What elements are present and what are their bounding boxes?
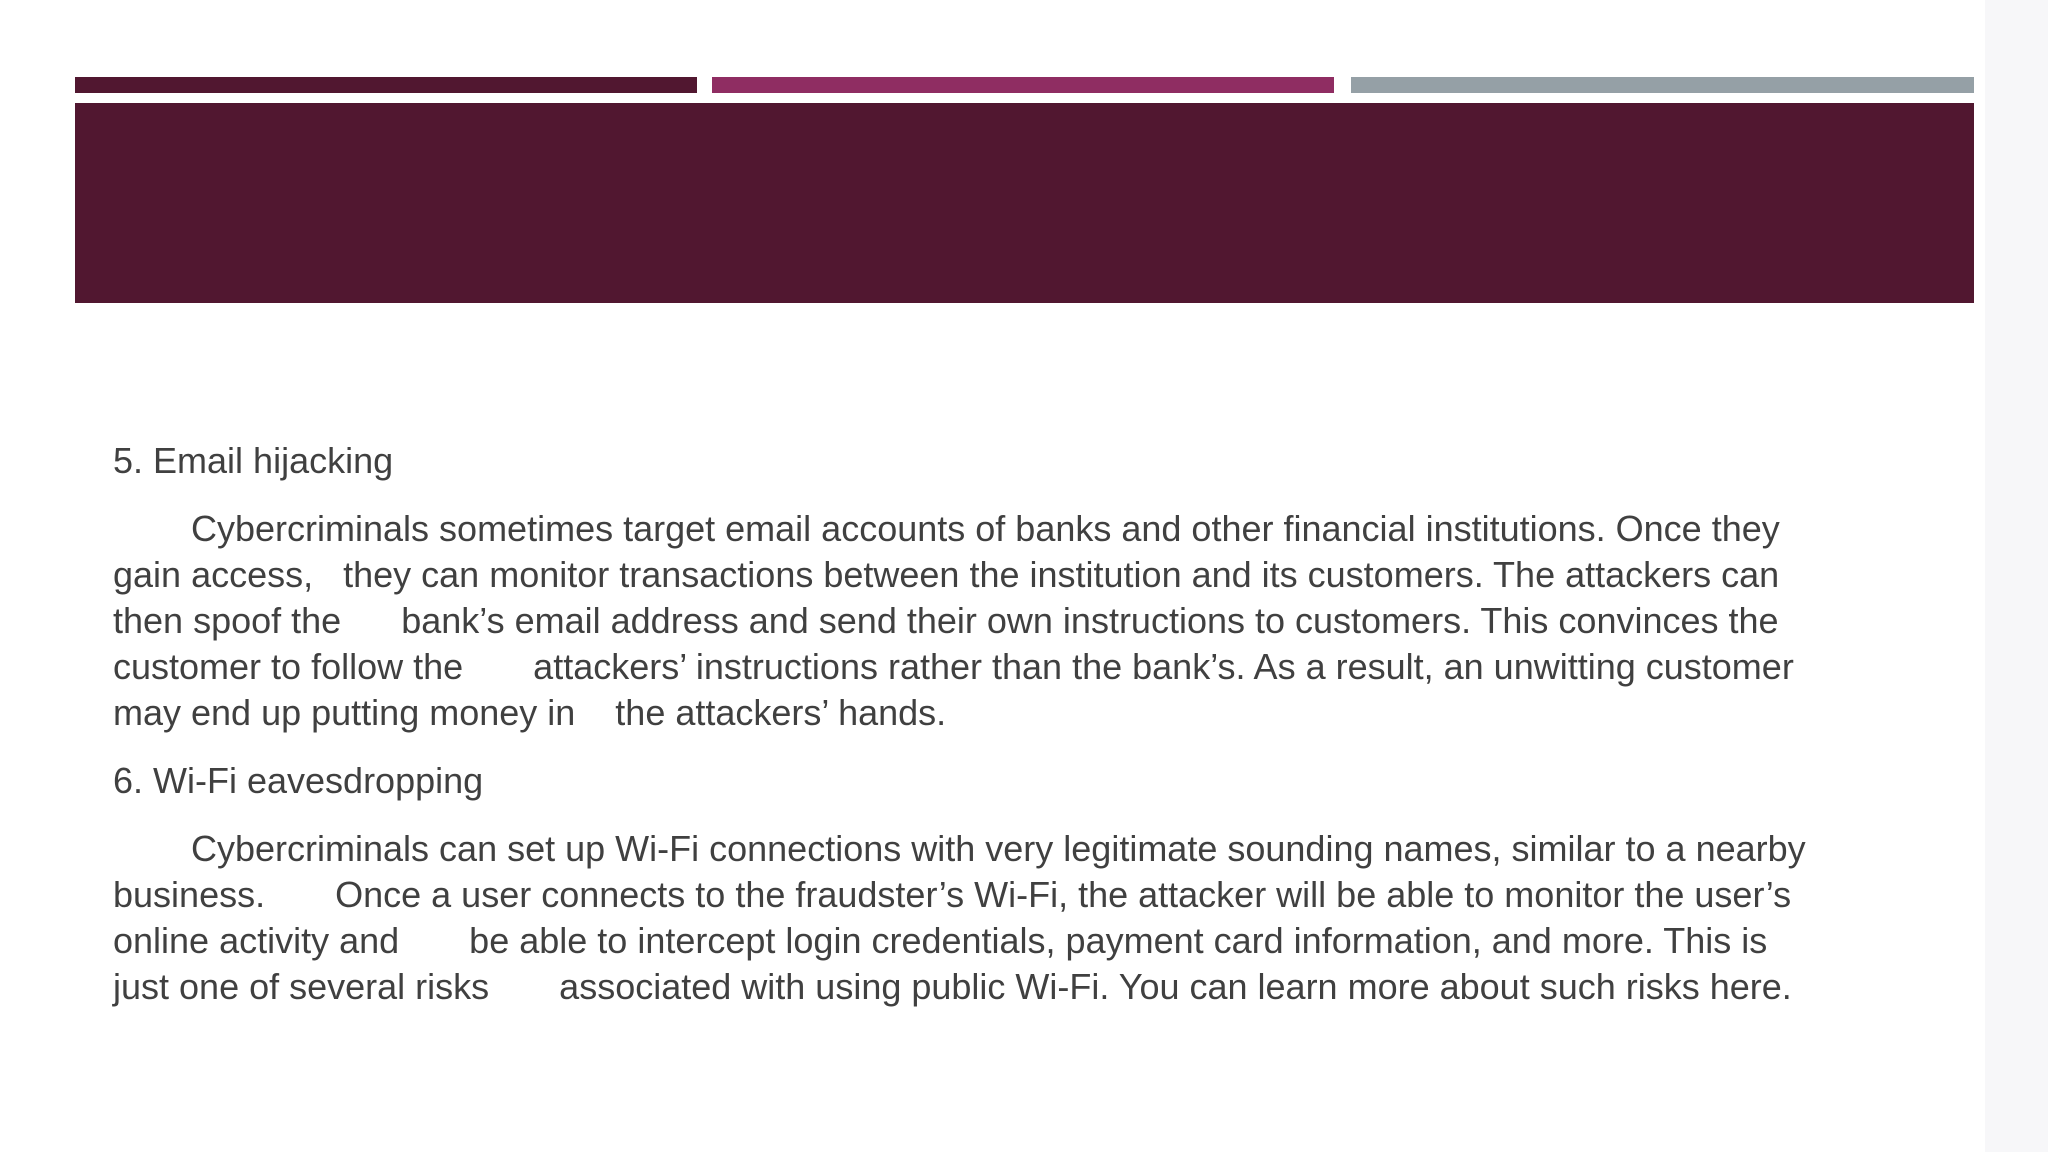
title-band [75,103,1974,303]
paragraph-line: online activity and be able to intercept login credentials, payment card information, and more. This is [113,920,1768,961]
section-heading-email-hijacking: 5. Email hijacking [113,440,394,481]
accent-bar-dark [75,77,697,93]
section-paragraph-email-hijacking [113,506,1923,736]
body-text [113,438,1923,1032]
accent-bar-magenta [712,77,1334,93]
paragraph-line: customer to follow the attackers’ instructions rather than the bank’s. As a result, an unwitting customer [113,646,1794,687]
paragraph-line: may end up putting money in the attackers’ hands. [113,692,947,733]
accent-bar-gray [1351,77,1974,93]
section-heading-wifi-eavesdropping: 6. Wi-Fi eavesdropping [113,760,484,801]
slide-edge-shade [1985,0,2048,1152]
paragraph-line: Cybercriminals can set up Wi-Fi connections with very legitimate sounding names, similar to a nearby [191,828,1806,869]
paragraph-line: business. Once a user connects to the fraudster’s Wi-Fi, the attacker will be able to monitor the user’s [113,874,1792,915]
paragraph-line: Cybercriminals sometimes target email accounts of banks and other financial institutions. Once they [191,508,1780,549]
section-paragraph-wifi-eavesdropping [113,826,1923,1010]
paragraph-line: then spoof the bank’s email address and send their own instructions to customers. This convinces the [113,600,1779,641]
paragraph-line: just one of several risks associated with using public Wi-Fi. You can learn more about such risks here. [113,966,1792,1007]
paragraph-line: gain access, they can monitor transactions between the institution and its customers. The attackers can [113,554,1780,595]
